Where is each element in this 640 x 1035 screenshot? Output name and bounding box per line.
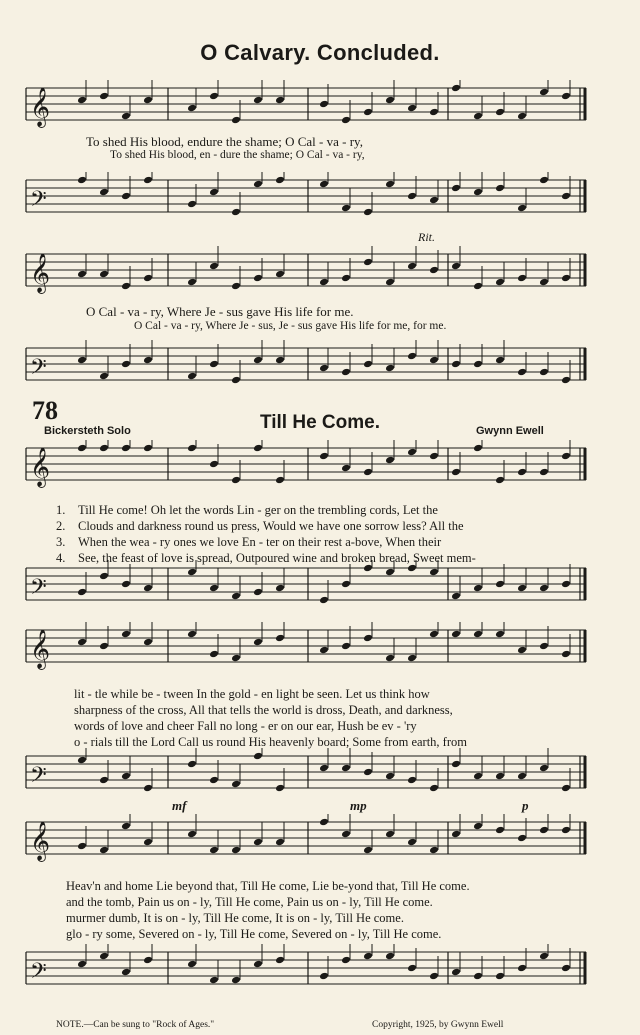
note-head [99, 776, 109, 785]
note-head [209, 976, 219, 985]
music-staff [18, 748, 590, 808]
note-head [473, 282, 483, 291]
note-head [495, 580, 505, 589]
note-head [539, 176, 549, 185]
note-head [341, 580, 351, 589]
note-head [275, 96, 285, 105]
note-head [561, 580, 571, 589]
verse-line: Heav'n and home Lie beyond that, Till He come, Lie be-yond that, Till He come. [66, 879, 470, 893]
music-staff [18, 560, 590, 620]
note-head [385, 772, 395, 781]
note-head [407, 564, 417, 573]
note-head [209, 188, 219, 197]
note-head [407, 838, 417, 847]
note-head [407, 262, 417, 271]
note-head [187, 372, 197, 381]
note-head [121, 112, 131, 121]
verse-line: words of love and cheer Fall no long - er on our ear, Hush be ev - 'ry [74, 719, 417, 733]
note-head [253, 588, 263, 597]
note-head [275, 270, 285, 279]
music-staff [18, 80, 590, 140]
note-head [253, 960, 263, 969]
note-head [319, 596, 329, 605]
note-head [473, 630, 483, 639]
note-head [385, 830, 395, 839]
note-head [121, 580, 131, 589]
note-head [231, 376, 241, 385]
note-head [539, 642, 549, 651]
note-head [187, 630, 197, 639]
dynamic-mark: mf [172, 798, 187, 813]
note-head [495, 184, 505, 193]
hymn-number: 78 [32, 396, 58, 425]
note-head [363, 634, 373, 643]
note-head [187, 830, 197, 839]
note-head [231, 208, 241, 217]
note-head [561, 784, 571, 793]
verse-line: lit - tle while be - tween In the gold - en light be seen. Let us think how [74, 687, 430, 701]
music-staff [18, 340, 590, 400]
note-head [253, 356, 263, 365]
staff-system3-treble [18, 440, 590, 500]
note-head [407, 964, 417, 973]
note-head [77, 960, 87, 969]
note-head [473, 772, 483, 781]
note-head [209, 360, 219, 369]
note-head [99, 444, 109, 453]
verse-line [56, 518, 576, 534]
note-head [275, 584, 285, 593]
note-head [517, 834, 527, 843]
note-head [341, 830, 351, 839]
bass-clef-icon: 𝄢 [30, 187, 47, 217]
note-head [517, 772, 527, 781]
note-head [363, 768, 373, 777]
music-staff [18, 814, 590, 874]
note-head [429, 846, 439, 855]
bass-clef-icon: 𝄢 [30, 575, 47, 605]
note-head [143, 638, 153, 647]
note-head [77, 638, 87, 647]
note-head [319, 972, 329, 981]
treble-clef-icon: 𝄞 [30, 629, 51, 669]
music-staff [18, 440, 590, 500]
note-head [429, 630, 439, 639]
note-head [275, 634, 285, 643]
note-head [319, 100, 329, 109]
note-head [231, 780, 241, 789]
bass-clef-icon: 𝄢 [30, 355, 47, 385]
note-head [363, 360, 373, 369]
note-head [143, 444, 153, 453]
note-head [143, 274, 153, 283]
note-head [187, 960, 197, 969]
note-head [341, 204, 351, 213]
note-head [473, 444, 483, 453]
verse-text: When the wea - ry ones we love En - ter on their rest a-bove, When their [78, 535, 442, 549]
author-credit: Bickersteth Solo [44, 425, 131, 437]
note-head [363, 564, 373, 573]
note-head [209, 776, 219, 785]
note-head [77, 444, 87, 453]
note-head [451, 184, 461, 193]
lyric-line: To shed His blood, endure the shame; O Cal - va - ry, [86, 134, 363, 149]
note-head [539, 368, 549, 377]
note-head [209, 460, 219, 469]
note-head [495, 108, 505, 117]
note-head [517, 646, 527, 655]
verse-line: o - rials till the Lord Call us round His heavenly board; Some from earth, from [74, 735, 467, 749]
note-head [429, 452, 439, 461]
note-head [429, 108, 439, 117]
note-head [253, 274, 263, 283]
note-head [77, 356, 87, 365]
note-head [187, 278, 197, 287]
note-head [187, 760, 197, 769]
note-head [539, 88, 549, 97]
bass-clef-icon: 𝄢 [30, 763, 47, 793]
note-head [407, 104, 417, 113]
note-head [253, 838, 263, 847]
music-staff [18, 172, 590, 232]
note-head [143, 96, 153, 105]
note-head [99, 572, 109, 581]
note-head [473, 972, 483, 981]
note-head [561, 964, 571, 973]
note-head [451, 468, 461, 477]
note-head [495, 826, 505, 835]
note-head [209, 650, 219, 659]
note-head [275, 476, 285, 485]
note-head [473, 360, 483, 369]
note-head [495, 476, 505, 485]
note-head [385, 568, 395, 577]
note-head [231, 976, 241, 985]
note-head [385, 278, 395, 287]
treble-clef-icon: 𝄞 [30, 253, 51, 293]
footer-copyright: Copyright, 1925, by Gwynn Ewell [372, 1020, 504, 1030]
note-head [275, 838, 285, 847]
staff-system2-treble [18, 246, 590, 306]
note-head [319, 764, 329, 773]
verse-number: 1. [56, 503, 66, 517]
note-head [341, 764, 351, 773]
note-head [209, 262, 219, 271]
note-head [253, 444, 263, 453]
note-head [275, 784, 285, 793]
note-head [121, 968, 131, 977]
note-head [121, 282, 131, 291]
staff-system1-bass [18, 172, 590, 232]
note-head [99, 372, 109, 381]
note-head [451, 360, 461, 369]
verse-line: and the tomb, Pain us on - ly, Till He come, Pain us on - ly, Till He come. [66, 895, 433, 909]
verse-number: 4. [56, 551, 66, 565]
note-head [495, 630, 505, 639]
note-head [99, 642, 109, 651]
note-head [451, 630, 461, 639]
note-head [517, 964, 527, 973]
note-head [561, 192, 571, 201]
staff-system2-bass [18, 340, 590, 400]
tempo-mark: Rit. [418, 230, 435, 244]
note-head [143, 956, 153, 965]
verses-block-1 [56, 502, 576, 566]
note-head [473, 584, 483, 593]
note-head [429, 356, 439, 365]
note-head [77, 176, 87, 185]
note-head [429, 784, 439, 793]
note-head [539, 278, 549, 287]
note-head [77, 588, 87, 597]
note-head [363, 952, 373, 961]
note-head [319, 452, 329, 461]
note-head [539, 764, 549, 773]
note-head [385, 952, 395, 961]
note-head [517, 204, 527, 213]
note-head [407, 448, 417, 457]
note-head [99, 270, 109, 279]
note-head [231, 116, 241, 125]
note-head [561, 92, 571, 101]
note-head [451, 760, 461, 769]
note-head [385, 456, 395, 465]
note-head [429, 196, 439, 205]
note-head [253, 96, 263, 105]
note-head [451, 262, 461, 271]
note-head [253, 752, 263, 761]
note-head [473, 112, 483, 121]
note-head [143, 784, 153, 793]
note-head [121, 630, 131, 639]
note-head [561, 826, 571, 835]
note-head [363, 846, 373, 855]
note-head [341, 956, 351, 965]
note-head [275, 176, 285, 185]
note-head [231, 846, 241, 855]
note-head [495, 356, 505, 365]
note-head [451, 830, 461, 839]
note-head [429, 266, 439, 275]
lyric-line: O Cal - va - ry, Where Je - sus, Je - sus gave His life for me, for me. [134, 320, 447, 332]
note-head [451, 592, 461, 601]
note-head [77, 842, 87, 851]
note-head [495, 278, 505, 287]
note-head [143, 176, 153, 185]
music-staff [18, 944, 590, 1004]
lyric-line: O Cal - va - ry, Where Je - sus gave His life for me. [86, 304, 354, 319]
verse-line: murmer dumb, It is on - ly, Till He come, It is on - ly, Till He come. [66, 911, 404, 925]
note-head [341, 274, 351, 283]
note-head [209, 584, 219, 593]
note-head [319, 818, 329, 827]
note-head [517, 584, 527, 593]
note-head [121, 822, 131, 831]
note-head [77, 96, 87, 105]
note-head [517, 112, 527, 121]
note-head [187, 568, 197, 577]
note-head [99, 188, 109, 197]
verse-text: Clouds and darkness round us press, Would we have one sorrow less? All the [78, 519, 464, 533]
top-hymn-title: O Calvary. Concluded. [200, 40, 440, 65]
note-head [451, 84, 461, 93]
verses-block-3 [66, 878, 586, 942]
note-head [143, 838, 153, 847]
note-head [209, 92, 219, 101]
note-head [363, 258, 373, 267]
staff-system1-treble [18, 80, 590, 140]
staff-system4-treble [18, 622, 590, 682]
note-head [253, 638, 263, 647]
note-head [473, 822, 483, 831]
note-head [231, 476, 241, 485]
note-head [561, 274, 571, 283]
note-head [319, 646, 329, 655]
verse-line [56, 502, 576, 518]
verses-block-2 [74, 686, 594, 750]
staff-system5-treble [18, 814, 590, 874]
note-head [407, 192, 417, 201]
note-head [275, 956, 285, 965]
note-head [253, 180, 263, 189]
footer-note: NOTE.—Can be sung to "Rock of Ages." [56, 1020, 215, 1030]
staff-system3-bass [18, 560, 590, 620]
note-head [539, 826, 549, 835]
note-head [495, 772, 505, 781]
verse-line: glo - ry some, Severed on - ly, Till He come, Severed on - ly, Till He come. [66, 927, 442, 941]
verse-text: Till He come! Oh let the words Lin - ger on the trembling cords, Let the [78, 503, 438, 517]
verse-number: 3. [56, 535, 66, 549]
note-head [209, 846, 219, 855]
composer-credit: Gwynn Ewell [476, 425, 544, 437]
note-head [187, 200, 197, 209]
note-head [341, 464, 351, 473]
note-head [363, 108, 373, 117]
note-head [121, 772, 131, 781]
verse-line: sharpness of the cross, All that tells the world is dross, Death, and darkness, [74, 703, 453, 717]
verse-line [56, 534, 576, 550]
note-head [143, 356, 153, 365]
note-head [517, 368, 527, 377]
verse-number: 2. [56, 519, 66, 533]
note-head [99, 92, 109, 101]
note-head [407, 352, 417, 361]
note-head [429, 568, 439, 577]
verse-text: See, the feast of love is spread, Outpoured wine and broken bread, Sweet mem- [78, 551, 476, 565]
lyric-line: To shed His blood, en - dure the shame; O Cal - va - ry, [110, 149, 365, 161]
note-head [231, 654, 241, 663]
note-head [121, 444, 131, 453]
note-head [495, 972, 505, 981]
note-head [341, 368, 351, 377]
note-head [561, 452, 571, 461]
note-head [231, 282, 241, 291]
hymn-title: Till He Come. [259, 412, 380, 433]
note-head [99, 952, 109, 961]
note-head [473, 188, 483, 197]
note-head [561, 376, 571, 385]
note-head [407, 654, 417, 663]
note-head [385, 180, 395, 189]
note-head [517, 274, 527, 283]
bass-clef-icon: 𝄢 [30, 959, 47, 989]
music-staff [18, 622, 590, 682]
note-head [429, 972, 439, 981]
note-head [341, 116, 351, 125]
note-head [451, 968, 461, 977]
note-head [341, 642, 351, 651]
note-head [99, 846, 109, 855]
treble-clef-icon: 𝄞 [30, 87, 51, 127]
note-head [231, 592, 241, 601]
note-head [187, 444, 197, 453]
note-head [407, 776, 417, 785]
staff-system4-bass [18, 748, 590, 808]
dynamic-mark: p [522, 798, 529, 813]
note-head [121, 360, 131, 369]
note-head [561, 650, 571, 659]
note-head [539, 468, 549, 477]
note-head [187, 104, 197, 113]
note-head [319, 278, 329, 287]
note-head [319, 180, 329, 189]
note-head [77, 756, 87, 765]
note-head [539, 952, 549, 961]
dynamic-mark: mp [350, 798, 367, 813]
note-head [77, 270, 87, 279]
staff-system5-bass [18, 944, 590, 1004]
treble-clef-icon: 𝄞 [30, 821, 51, 861]
note-head [385, 364, 395, 373]
note-head [143, 584, 153, 593]
note-head [363, 468, 373, 477]
note-head [275, 356, 285, 365]
note-head [319, 364, 329, 373]
note-head [121, 192, 131, 201]
note-head [385, 96, 395, 105]
note-head [385, 654, 395, 663]
note-head [539, 584, 549, 593]
note-head [363, 208, 373, 217]
music-staff [18, 246, 590, 306]
note-head [517, 468, 527, 477]
treble-clef-icon: 𝄞 [30, 447, 51, 487]
